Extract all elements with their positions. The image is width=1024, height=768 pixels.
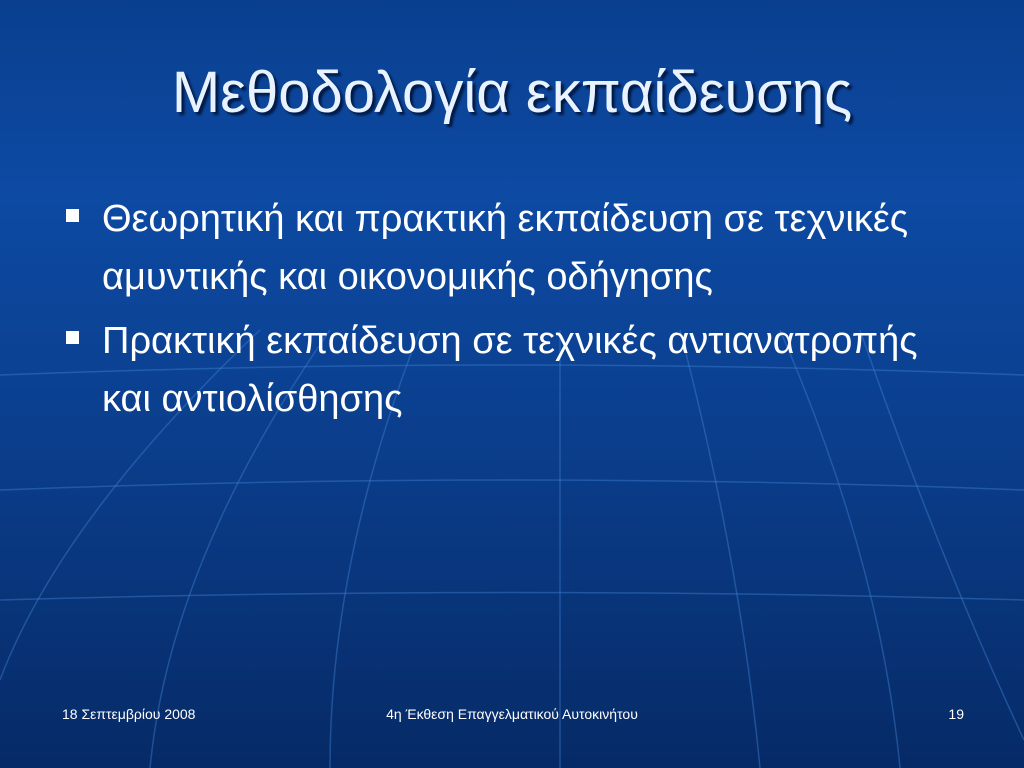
bullet-list: [58, 190, 958, 434]
footer-event-title: 4η Έκθεση Επαγγελματικού Αυτοκινήτου: [386, 706, 638, 722]
footer-date: 18 Σεπτεμβρίου 2008: [62, 706, 196, 722]
page-number: 19: [948, 706, 964, 722]
bullet-item: [58, 190, 958, 306]
slide-title: Μεθοδολογία εκπαίδευσης: [171, 60, 853, 125]
bullet-text: Θεωρητική και πρακτική εκπαίδευση σε τεχνικές αμυντικής και οικονομικής οδήγησης: [102, 198, 909, 298]
square-bullet-icon: [66, 209, 79, 222]
bullet-item: [58, 312, 958, 428]
bullet-text: Πρακτική εκπαίδευση σε τεχνικές αντιανατροπής και αντιολίσθησης: [102, 320, 918, 420]
square-bullet-icon: [66, 331, 79, 344]
